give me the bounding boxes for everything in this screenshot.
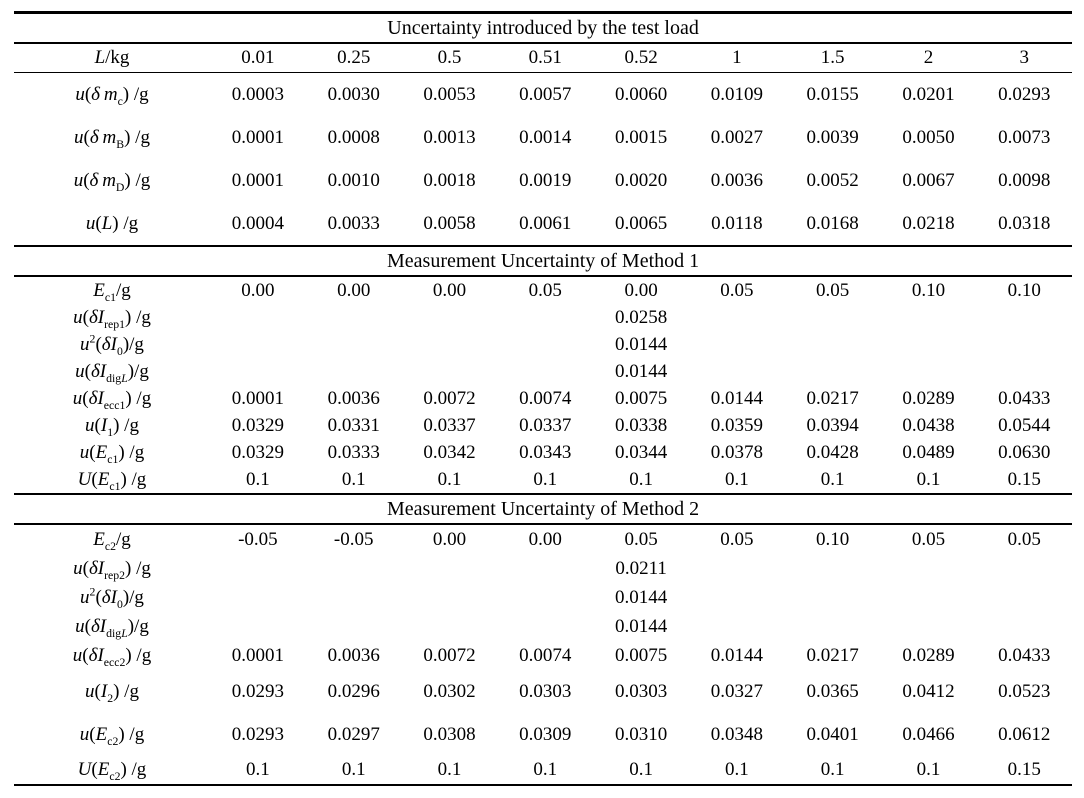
value-cell: 0.0144 [614, 333, 668, 355]
column-header: 0.01 [210, 43, 306, 73]
value-cell: 0.1 [402, 756, 498, 785]
value-cell: 0.0036 [327, 644, 380, 666]
value-cell: 0.0338 [614, 414, 668, 436]
value-cell [881, 358, 977, 385]
value-cell [402, 358, 498, 385]
value-cell: 0.0201 [902, 83, 955, 105]
table-row [14, 670, 1072, 713]
value-cell: 0.10 [911, 279, 946, 301]
row-label: $u(E_{c2})$ /g [79, 723, 145, 748]
value-cell: 0.0144 [614, 360, 668, 382]
value-cell: 0.1 [725, 468, 749, 490]
value-cell: 0.0293 [231, 723, 285, 745]
value-cell: 0.0036 [710, 169, 763, 191]
value-cell: 0.0297 [327, 723, 380, 745]
value-cell [306, 358, 402, 385]
value-cell: 0.0342 [423, 441, 476, 463]
value-cell: 0.00 [241, 279, 275, 301]
value-cell [976, 554, 1072, 583]
value-cell [976, 304, 1072, 331]
value-cell: 0.0302 [423, 680, 476, 702]
value-cell [210, 612, 306, 641]
value-cell: 0.0211 [615, 557, 667, 579]
value-cell [785, 331, 881, 358]
value-cell: 0.0218 [902, 212, 955, 234]
value-cell: 0.0344 [614, 441, 668, 463]
row-label: $u(\delta I_{digL})/g$ [75, 360, 149, 385]
table-row [14, 612, 1072, 641]
value-cell: 0.0061 [519, 212, 572, 234]
value-cell: 0.0118 [711, 212, 763, 234]
value-cell [689, 331, 785, 358]
column-header: 0.25 [306, 43, 402, 73]
value-cell: 0.0144 [710, 387, 763, 409]
value-cell: 0.0630 [998, 441, 1051, 463]
value-cell [402, 331, 498, 358]
section-title: Measurement Uncertainty of Method 1 [14, 246, 1072, 276]
row-label: $E_{c1}/g$ [93, 279, 131, 304]
value-cell: 0.05 [720, 528, 754, 550]
value-cell [689, 583, 785, 612]
value-cell: 0.1 [881, 756, 977, 785]
table-row [14, 713, 1072, 756]
value-cell [402, 554, 498, 583]
table-row [14, 331, 1072, 358]
column-header: 0.51 [497, 43, 593, 73]
value-cell: 0.0074 [519, 387, 572, 409]
value-cell: 0.1 [246, 468, 270, 490]
value-cell: 0.0289 [902, 644, 955, 666]
row-label: $u(\delta I_{rep2})$ /g [73, 557, 151, 582]
value-cell [497, 358, 593, 385]
value-cell: 0.0058 [423, 212, 476, 234]
table-row [14, 358, 1072, 385]
row-label: $u(I_2)$ /g [85, 680, 139, 705]
value-cell: 0.0001 [231, 169, 285, 191]
value-cell [210, 358, 306, 385]
row-label: $u(\delta I_{ecc2})$ /g [72, 644, 152, 669]
value-cell: 0.0155 [806, 83, 859, 105]
value-cell [881, 304, 977, 331]
table-row [14, 385, 1072, 412]
section-title: Measurement Uncertainty of Method 2 [14, 494, 1072, 524]
value-cell: 0.0074 [519, 644, 572, 666]
table-row [14, 756, 1072, 785]
value-cell [306, 331, 402, 358]
value-cell: 0.0466 [902, 723, 955, 745]
value-cell: 0.1 [785, 756, 881, 785]
value-cell: 0.0428 [806, 441, 859, 463]
value-cell: 0.0309 [519, 723, 572, 745]
value-cell: 0.1 [629, 468, 653, 490]
value-cell: 0.0018 [423, 169, 476, 191]
value-cell: 0.0217 [806, 387, 859, 409]
row-label: $u(\delta I_{rep1})$ /g [73, 306, 151, 331]
value-cell: 0.0303 [519, 680, 572, 702]
value-cell: 0.05 [1007, 528, 1041, 550]
row-label: $u(I_1)$ /g [85, 414, 139, 439]
value-cell [785, 554, 881, 583]
value-cell: 0.0039 [806, 126, 859, 148]
value-cell [497, 331, 593, 358]
value-cell: 0.10 [816, 528, 850, 550]
value-cell [210, 583, 306, 612]
value-cell: 0.0359 [710, 414, 763, 436]
value-cell: 0.0308 [423, 723, 476, 745]
value-cell: 0.0144 [614, 586, 668, 608]
value-cell [785, 612, 881, 641]
table-row [14, 583, 1072, 612]
value-cell: 0.0401 [806, 723, 859, 745]
value-cell: 0.1 [533, 468, 558, 490]
value-cell: 0.0348 [710, 723, 763, 745]
value-cell: -0.05 [238, 528, 278, 550]
value-cell: 0.0293 [231, 680, 285, 702]
section-title-row [14, 13, 1072, 44]
value-cell: 0.0337 [423, 414, 476, 436]
value-cell: 0.15 [1007, 468, 1041, 490]
value-cell [976, 583, 1072, 612]
value-cell [976, 358, 1072, 385]
row-label: $u(\delta I_{ecc1})$ /g [72, 387, 152, 412]
value-cell: 0.0523 [998, 680, 1051, 702]
value-cell: 0.0067 [902, 169, 955, 191]
row-label: u(L) /g [85, 212, 139, 234]
value-cell: 0.0331 [327, 414, 380, 436]
table-row [14, 524, 1072, 554]
value-cell: 0.0020 [614, 169, 668, 191]
value-cell: 0.0036 [327, 387, 380, 409]
value-cell [881, 331, 977, 358]
table-row [14, 159, 1072, 202]
value-cell: 0.0144 [710, 644, 763, 666]
value-cell [497, 304, 593, 331]
value-cell: 0.0001 [231, 126, 285, 148]
table-row [14, 202, 1072, 246]
value-cell: 0.0015 [614, 126, 668, 148]
value-cell: 0.0065 [614, 212, 668, 234]
value-cell: 0.0433 [998, 644, 1051, 666]
value-cell [402, 304, 498, 331]
value-cell: 0.00 [432, 279, 467, 301]
value-cell [785, 358, 881, 385]
column-header: 3 [976, 43, 1072, 73]
value-cell [881, 583, 977, 612]
value-cell: 0.1 [497, 756, 593, 785]
value-cell: 0.1 [306, 756, 402, 785]
value-cell [402, 583, 498, 612]
value-cell [306, 554, 402, 583]
value-cell: 0.00 [432, 528, 467, 550]
value-cell [210, 304, 306, 331]
value-cell [210, 331, 306, 358]
row-label: u(δ $m_B$) /g [74, 126, 150, 151]
value-cell: 0.0329 [231, 441, 285, 463]
column-header: 1 [689, 43, 785, 73]
value-cell: 0.0217 [806, 644, 859, 666]
value-cell: 0.0052 [806, 169, 859, 191]
column-header: 0.52 [593, 43, 689, 73]
value-cell: 0.1 [689, 756, 785, 785]
value-cell: 0.0030 [327, 83, 380, 105]
value-cell: 0.05 [911, 528, 946, 550]
row-label: $U(E_{c1})$ /g [77, 468, 147, 493]
value-cell [306, 612, 402, 641]
value-cell: 0.0489 [902, 441, 955, 463]
value-cell: 0.0144 [614, 615, 668, 637]
table-row [14, 412, 1072, 439]
section-title-row [14, 246, 1072, 276]
value-cell: 0.0438 [902, 414, 955, 436]
value-cell [881, 612, 977, 641]
value-cell [976, 331, 1072, 358]
column-header: 2 [881, 43, 977, 73]
value-cell: 0.1 [341, 468, 366, 490]
value-cell: 0.0072 [423, 644, 476, 666]
value-cell: 0.0008 [327, 126, 380, 148]
value-cell: 0.0013 [423, 126, 476, 148]
value-cell: 0.0050 [902, 126, 955, 148]
value-cell: 0.0289 [902, 387, 955, 409]
row-label: $U(E_{c2})$ /g [14, 756, 210, 785]
value-cell: 0.15 [976, 756, 1072, 785]
value-cell: 0.0337 [519, 414, 572, 436]
value-cell: 0.0412 [902, 680, 955, 702]
value-cell: 0.0109 [710, 83, 763, 105]
value-cell: 0.05 [720, 279, 754, 301]
value-cell: 0.0003 [231, 83, 285, 105]
table-row [14, 466, 1072, 494]
table-body [14, 13, 1072, 786]
row-label: u(δ $m_c$) /g [75, 83, 149, 108]
value-cell: 0.1 [437, 468, 462, 490]
value-cell [785, 583, 881, 612]
table-row [14, 73, 1072, 117]
value-cell: 0.05 [816, 279, 850, 301]
value-cell: 0.0014 [519, 126, 572, 148]
value-cell: 0.1 [210, 756, 306, 785]
value-cell: 0.0053 [423, 83, 476, 105]
value-cell: 0.0072 [423, 387, 476, 409]
value-cell: 0.0168 [806, 212, 859, 234]
row-label: $u(E_{c1})$ /g [79, 441, 145, 466]
value-cell: 0.0001 [231, 387, 285, 409]
section-title: Uncertainty introduced by the test load [14, 13, 1072, 44]
value-cell: 0.0057 [519, 83, 572, 105]
value-cell: 0.0378 [710, 441, 763, 463]
value-cell: 0.0073 [998, 126, 1051, 148]
value-cell [497, 612, 593, 641]
value-cell: 0.0027 [710, 126, 763, 148]
value-cell: 0.05 [528, 279, 562, 301]
row-label: $E_{c2}/g$ [93, 528, 131, 553]
value-cell: 0.0001 [231, 644, 285, 666]
value-cell: 0.00 [337, 279, 371, 301]
value-cell: 0.1 [820, 468, 845, 490]
uncertainty-table [14, 11, 1072, 786]
value-cell: 0.0019 [519, 169, 572, 191]
value-cell: -0.05 [333, 528, 374, 550]
value-cell: 0.0075 [614, 387, 668, 409]
value-cell: 0.0329 [231, 414, 285, 436]
value-cell: 0.0303 [614, 680, 668, 702]
value-cell [689, 554, 785, 583]
value-cell: 0.0310 [614, 723, 668, 745]
value-cell [402, 612, 498, 641]
value-cell: 0.0544 [998, 414, 1051, 436]
value-cell [689, 358, 785, 385]
value-cell: 0.0004 [231, 212, 285, 234]
value-cell: 0.1 [916, 468, 941, 490]
table-row [14, 439, 1072, 466]
row-label: $u^2(\delta I_0)/g$ [80, 585, 144, 611]
table-row [14, 554, 1072, 583]
row-label: $u^2(\delta I_0)/g$ [80, 332, 144, 358]
value-cell: 0.0098 [998, 169, 1051, 191]
value-cell: 0.0365 [806, 680, 859, 702]
value-cell: 0.0394 [806, 414, 859, 436]
table-row [14, 116, 1072, 159]
row-label: u(δ $m_D$) /g [73, 169, 151, 194]
value-cell: 0.0433 [998, 387, 1051, 409]
value-cell: 0.0333 [327, 441, 380, 463]
value-cell [497, 583, 593, 612]
column-header: 1.5 [785, 43, 881, 73]
row-label: $u(\delta I_{digL})/g$ [75, 615, 149, 640]
column-header-row [14, 43, 1072, 73]
value-cell [976, 612, 1072, 641]
table-row [14, 304, 1072, 331]
value-cell: 0.0327 [710, 680, 763, 702]
value-cell: 0.05 [624, 528, 658, 550]
value-cell: 0.0010 [327, 169, 380, 191]
value-cell: 0.00 [624, 279, 658, 301]
value-cell: 0.0612 [998, 723, 1051, 745]
value-cell [689, 612, 785, 641]
value-cell: 0.0258 [614, 306, 668, 328]
value-cell [210, 554, 306, 583]
header-label: L/kg [14, 43, 210, 73]
table-row [14, 276, 1072, 304]
value-cell: 0.0343 [519, 441, 572, 463]
value-cell: 0.0060 [614, 83, 668, 105]
value-cell [306, 304, 402, 331]
value-cell [785, 304, 881, 331]
column-header: 0.5 [402, 43, 498, 73]
section-title-row [14, 494, 1072, 524]
value-cell [689, 304, 785, 331]
value-cell: 0.0293 [998, 83, 1051, 105]
value-cell [306, 583, 402, 612]
value-cell: 0.1 [593, 756, 689, 785]
value-cell [881, 554, 977, 583]
value-cell: 0.00 [528, 528, 562, 550]
value-cell: 0.0033 [327, 212, 380, 234]
table-row [14, 641, 1072, 670]
value-cell: 0.0296 [327, 680, 380, 702]
value-cell: 0.10 [1007, 279, 1041, 301]
value-cell [497, 554, 593, 583]
value-cell: 0.0075 [614, 644, 668, 666]
value-cell: 0.0318 [998, 212, 1051, 234]
